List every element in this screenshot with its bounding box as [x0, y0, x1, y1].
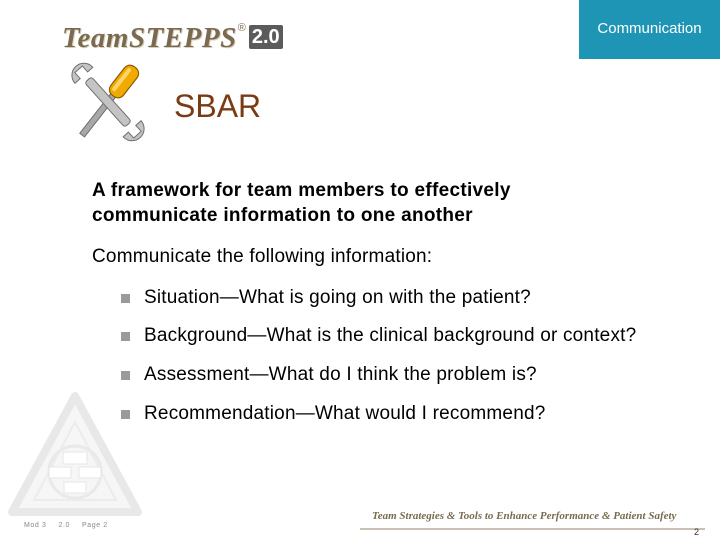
- bullet-square-icon: [121, 371, 130, 380]
- page-number: 2: [694, 527, 700, 537]
- bullet-background: [121, 324, 681, 347]
- sbar-bullet-list: [121, 286, 681, 425]
- sbar-definition: A framework for team members to effectively communicate information to one another: [92, 180, 511, 226]
- footer-version: 2.0: [58, 522, 70, 529]
- bullet-square-icon: [121, 332, 130, 341]
- bullet-assessment: [121, 363, 681, 386]
- teamstepps-logo: [62, 18, 283, 58]
- module-tab-label: Communication: [597, 20, 702, 37]
- bullet-situation: [121, 286, 681, 309]
- footer-page-label: Page 2: [82, 522, 108, 529]
- footer-module-info: [24, 522, 108, 529]
- tools-icon: [62, 62, 154, 142]
- logo-version-badge: 2.0: [249, 25, 283, 49]
- bullet-text: Background—What is the clinical background or context?: [144, 325, 637, 346]
- module-tab: [579, 0, 720, 59]
- footer-module: Mod 3: [24, 522, 47, 529]
- footer-divider: [360, 528, 705, 530]
- bullet-text: Recommendation—What would I recommend?: [144, 403, 546, 424]
- bullet-square-icon: [121, 294, 130, 303]
- teamstepps-triangle-icon: [8, 392, 142, 518]
- footer-tagline: Team Strategies & Tools to Enhance Performance & Patient Safety: [372, 510, 677, 522]
- logo-registered-mark: ®: [237, 22, 246, 34]
- logo-brand: TeamSTEPPS: [62, 22, 237, 54]
- bullet-recommendation: [121, 402, 681, 425]
- intro-text: Communicate the following information:: [92, 246, 433, 267]
- bullet-text: Assessment—What do I think the problem is?: [144, 364, 537, 385]
- slide-title: SBAR: [174, 88, 262, 124]
- bullet-text: Situation—What is going on with the patient?: [144, 287, 531, 308]
